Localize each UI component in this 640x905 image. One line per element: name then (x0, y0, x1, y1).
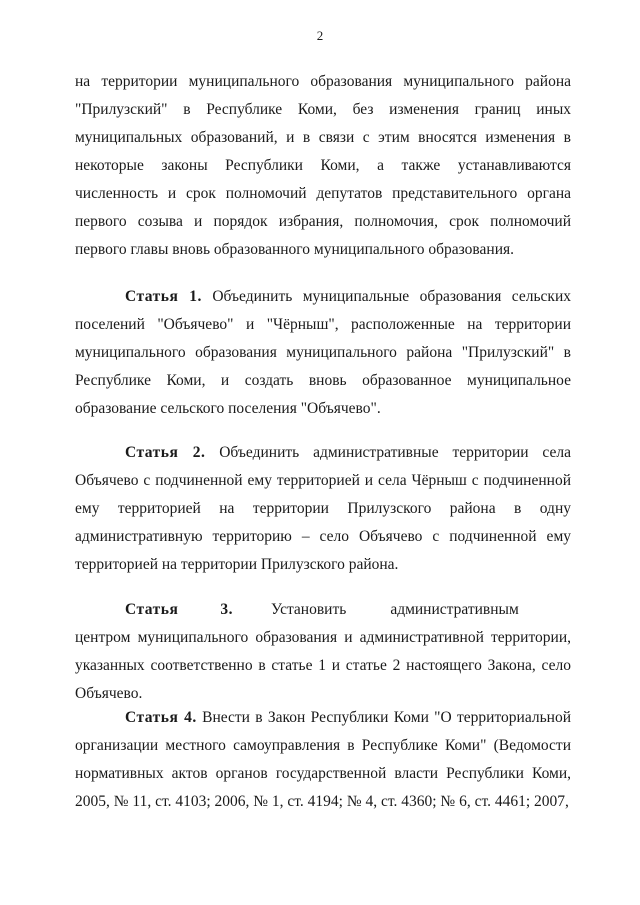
article-3-word-1: Установить (270, 601, 347, 618)
article-3 (75, 596, 571, 708)
article-2 (75, 439, 571, 579)
article-2-text: Объединить административные территории села Объячево с подчиненной ему территорией и села Чёрныш с подчиненной ему территорией на территории Прилузского района в одну административную территорию – село Объячево с подчиненной ему территорией на территории Прилузского района. (75, 444, 571, 573)
article-3-label-word: Статья (125, 601, 179, 618)
article-3-text: муниципального образования и административной территории, указанных соответственно в статье 1 и статье 2 настоящего Закона, село Объячево. (75, 629, 571, 702)
article-3-label-number: 3. (220, 601, 233, 618)
article-3-word-3: центром (75, 629, 131, 646)
article-4-label: Статья 4. (125, 709, 197, 726)
article-4-text: Внести в Закон Республики Коми "О территориальной организации местного самоуправления в Республике Коми" (Ведомости нормативных актов органов государственной власти Республики Коми, 2005, № 11, ст. 4103; 2006, № 1, ст. 4194; № 4, ст. 4360; № 6, ст. 4461; 2007, (75, 709, 571, 810)
article-1-label: Статья 1. (125, 288, 202, 305)
page-number: 2 (316, 28, 324, 43)
article-4 (75, 704, 571, 816)
article-2-label: Статья 2. (125, 444, 206, 461)
article-3-word-2: административным (390, 601, 519, 618)
article-1-text: Объединить муниципальные образования сельских поселений "Объячево" и "Чёрныш", расположенные на территории муниципального образования муниципального района "Прилузский" в Республике Коми, и создать вновь образованное муниципальное образование сельского поселения "Объячево". (75, 288, 571, 417)
intro-paragraph: на территории муниципального образования муниципального района "Прилузский" в Республике Коми, без изменения границ иных муниципальных образований, и в связи с этим вносятся изменения в некоторые законы Республики Коми, а также устанавливаются численность и срок полномочий депутатов представительного органа первого созыва и порядок избрания, полномочия, срок полномочий первого главы вновь образованного муниципального образования. (75, 73, 571, 258)
article-1 (75, 283, 571, 423)
